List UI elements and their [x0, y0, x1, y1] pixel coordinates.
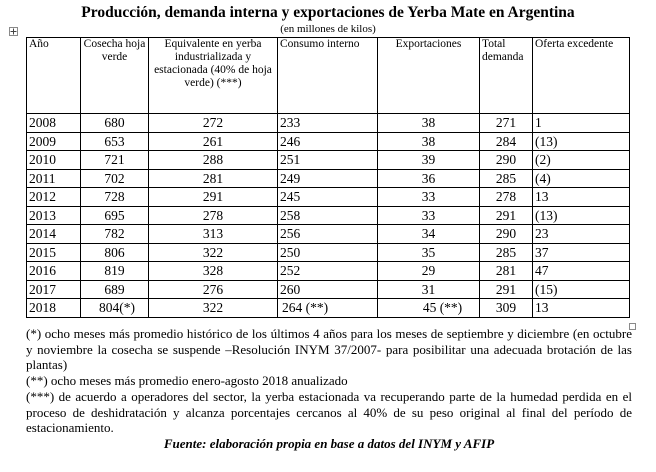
- cell-harvest: 695: [81, 206, 149, 225]
- cell-harvest: 702: [81, 169, 149, 188]
- cell-consumption: 250: [278, 243, 378, 262]
- column-header-total-demand: Total demanda: [480, 38, 533, 114]
- column-header-equivalent: Equivalente en yerba industrializada y estacionada (40% de hoja verde) (***): [149, 38, 278, 114]
- cell-harvest: 680: [81, 114, 149, 133]
- cell-year: 2012: [27, 188, 81, 207]
- cell-total-demand: 284: [480, 132, 533, 151]
- table-row: [27, 280, 630, 299]
- cell-exports: 34: [378, 225, 480, 244]
- table-row: [27, 114, 630, 133]
- cell-surplus: (4): [533, 169, 630, 188]
- table-row: [27, 243, 630, 262]
- cell-year: 2017: [27, 280, 81, 299]
- table-row: [27, 225, 630, 244]
- footnote-humidity: (***) de acuerdo a operadores del sector, la yerba estacionada va recuperando parte de la humedad perdida en el proceso de deshidratación y alcanza porcentajes cercanos al 40% de su peso original al final del período de estacionamiento.: [26, 388, 632, 436]
- cell-year: 2014: [27, 225, 81, 244]
- table-row: [27, 188, 630, 207]
- cell-equivalent: 322: [149, 243, 278, 262]
- cell-equivalent: 278: [149, 206, 278, 225]
- header-row: [27, 38, 630, 114]
- yerba-mate-table: [26, 37, 630, 318]
- cell-year: 2011: [27, 169, 81, 188]
- cell-exports: 45 (**): [378, 299, 480, 318]
- cell-year: 2015: [27, 243, 81, 262]
- cell-equivalent: 322: [149, 299, 278, 318]
- cell-exports: 33: [378, 206, 480, 225]
- cell-year: 2018: [27, 299, 81, 318]
- cell-total-demand: 309: [480, 299, 533, 318]
- table-row: [27, 151, 630, 170]
- cell-total-demand: 278: [480, 188, 533, 207]
- table-move-icon[interactable]: [9, 27, 18, 36]
- cell-consumption: 233: [278, 114, 378, 133]
- cell-consumption: 252: [278, 262, 378, 281]
- cell-total-demand: 290: [480, 225, 533, 244]
- cell-consumption: 251: [278, 151, 378, 170]
- table-title: Producción, demanda interna y exportaciones de Yerba Mate en Argentina: [81, 4, 575, 21]
- cell-equivalent: 328: [149, 262, 278, 281]
- cell-equivalent: 291: [149, 188, 278, 207]
- cell-surplus: 13: [533, 299, 630, 318]
- cell-year: 2009: [27, 132, 81, 151]
- cell-surplus: (13): [533, 206, 630, 225]
- cell-consumption: 245: [278, 188, 378, 207]
- table-row: [27, 206, 630, 225]
- cell-consumption: 256: [278, 225, 378, 244]
- cell-harvest: 721: [81, 151, 149, 170]
- table-row: [27, 132, 630, 151]
- cell-equivalent: 261: [149, 132, 278, 151]
- cell-surplus: (2): [533, 151, 630, 170]
- cell-surplus: 1: [533, 114, 630, 133]
- table-body: [27, 114, 630, 318]
- cell-harvest: 653: [81, 132, 149, 151]
- cell-exports: 31: [378, 280, 480, 299]
- cell-total-demand: 290: [480, 151, 533, 170]
- cell-exports: 39: [378, 151, 480, 170]
- cell-consumption: 264 (**): [278, 299, 378, 318]
- cell-surplus: 37: [533, 243, 630, 262]
- footnotes: [26, 326, 632, 452]
- footnote-annualized: (**) ocho meses más promedio enero-agosto 2018 anualizado: [26, 373, 348, 389]
- cell-surplus: 13: [533, 188, 630, 207]
- cell-exports: 38: [378, 114, 480, 133]
- source-note: Fuente: elaboración propia en base a datos del INYM y AFIP: [163, 435, 495, 451]
- cell-total-demand: 271: [480, 114, 533, 133]
- cell-surplus: (13): [533, 132, 630, 151]
- column-header-consumption: Consumo interno: [278, 38, 378, 114]
- cell-total-demand: 285: [480, 243, 533, 262]
- table-row: [27, 262, 630, 281]
- cell-consumption: 246: [278, 132, 378, 151]
- cell-harvest: 819: [81, 262, 149, 281]
- column-header-year: Año: [27, 38, 81, 114]
- cell-exports: 29: [378, 262, 480, 281]
- cell-total-demand: 281: [480, 262, 533, 281]
- cell-year: 2016: [27, 262, 81, 281]
- footnote-harvest: (*) ocho meses más promedio histórico de los últimos 4 años para los meses de septiembre y diciembre (en octubre y noviembre la cosecha se suspende –Resolución INYM 37/2007- para posibilitar una adecuada brotación de las plantas): [26, 326, 632, 373]
- cell-harvest: 806: [81, 243, 149, 262]
- table-row: [27, 299, 630, 318]
- cell-exports: 38: [378, 132, 480, 151]
- cell-equivalent: 276: [149, 280, 278, 299]
- cell-year: 2013: [27, 206, 81, 225]
- cell-equivalent: 281: [149, 169, 278, 188]
- table-row: [27, 169, 630, 188]
- cell-exports: 36: [378, 169, 480, 188]
- cell-consumption: 258: [278, 206, 378, 225]
- cell-total-demand: 285: [480, 169, 533, 188]
- cell-exports: 33: [378, 188, 480, 207]
- cell-year: 2008: [27, 114, 81, 133]
- cell-total-demand: 291: [480, 206, 533, 225]
- cell-surplus: 23: [533, 225, 630, 244]
- cell-harvest: 782: [81, 225, 149, 244]
- table-subtitle: (en millones de kilos): [280, 23, 376, 35]
- cell-surplus: (15): [533, 280, 630, 299]
- cell-harvest: 804(*): [81, 299, 149, 318]
- cell-consumption: 249: [278, 169, 378, 188]
- cell-surplus: 47: [533, 262, 630, 281]
- cell-harvest: 689: [81, 280, 149, 299]
- cell-consumption: 260: [278, 280, 378, 299]
- column-header-harvest: Cosecha hoja verde: [81, 38, 149, 114]
- column-header-surplus: Oferta excedente: [533, 38, 630, 114]
- cell-equivalent: 272: [149, 114, 278, 133]
- cell-exports: 35: [378, 243, 480, 262]
- cell-year: 2010: [27, 151, 81, 170]
- cell-total-demand: 291: [480, 280, 533, 299]
- column-header-exports: Exportaciones: [378, 38, 480, 114]
- cell-equivalent: 313: [149, 225, 278, 244]
- cell-harvest: 728: [81, 188, 149, 207]
- cell-equivalent: 288: [149, 151, 278, 170]
